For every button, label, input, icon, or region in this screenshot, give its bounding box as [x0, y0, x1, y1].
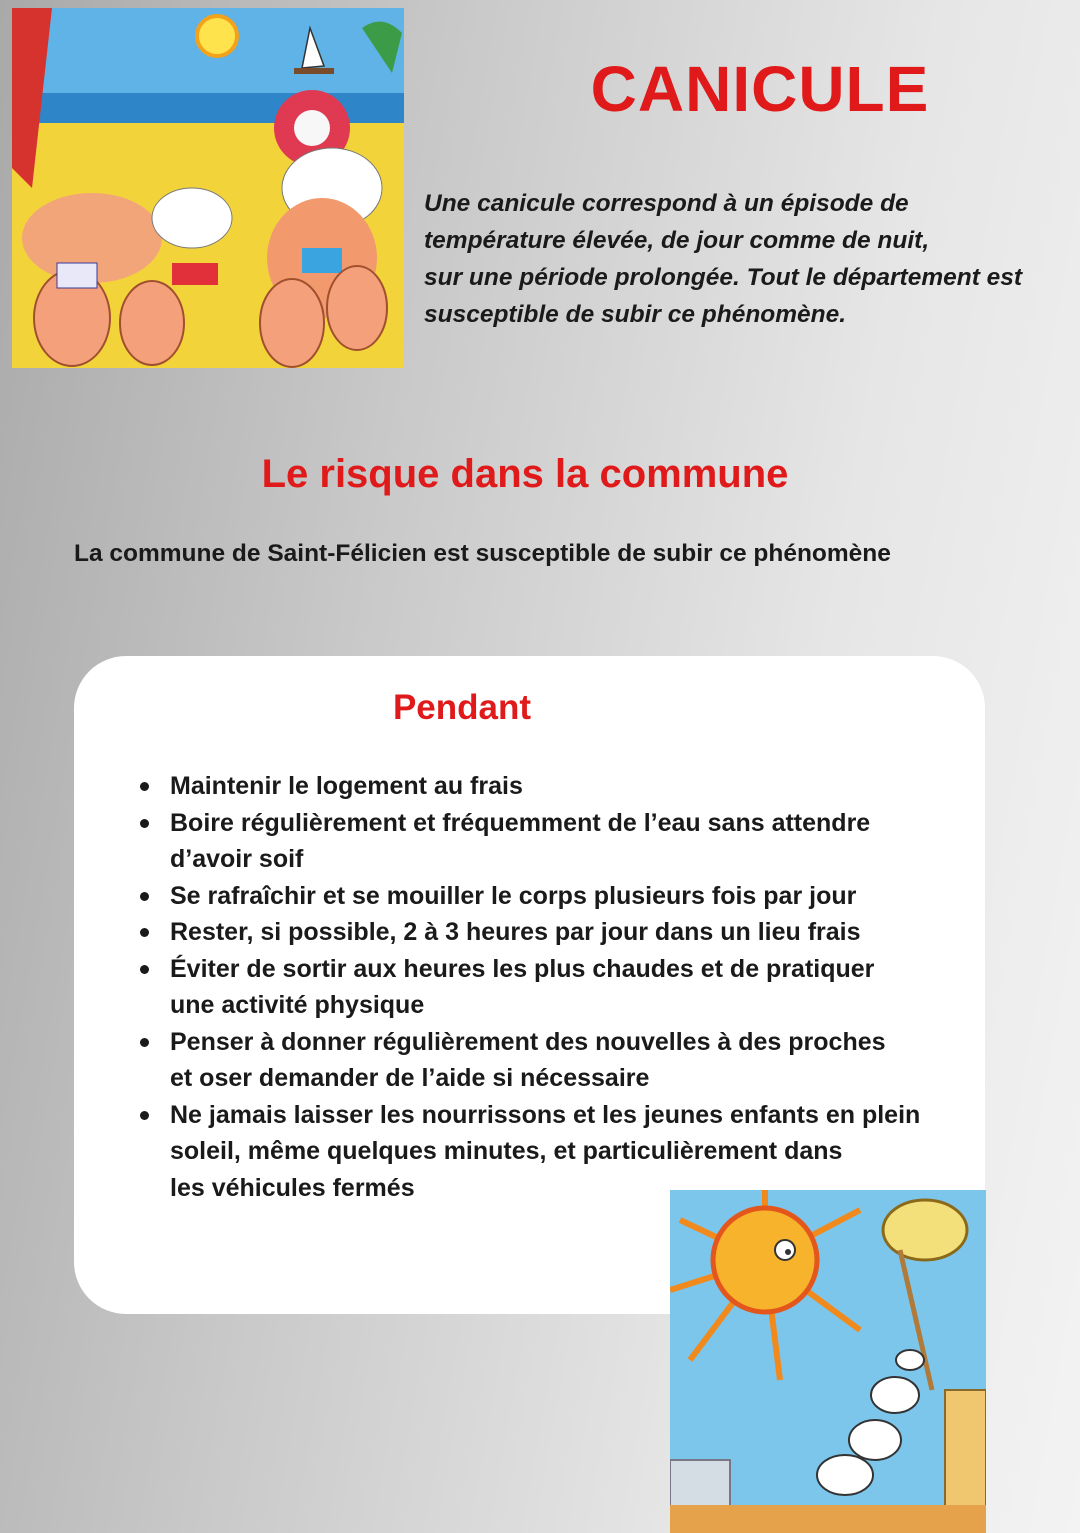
list-item: [140, 878, 1000, 915]
sun-illustration: [670, 1190, 986, 1533]
list-item-line: Penser à donner régulièrement des nouvelles à des proches: [170, 1027, 886, 1056]
list-item-line: Se rafraîchir et se mouiller le corps plusieurs fois par jour: [170, 881, 857, 910]
bullet-icon: [140, 965, 149, 974]
bullet-icon: [140, 928, 149, 937]
list-item-line: d’avoir soif: [170, 845, 304, 873]
list-item-line: une activité physique: [170, 991, 425, 1019]
list-item-line: Rester, si possible, 2 à 3 heures par jour dans un lieu frais: [170, 918, 861, 946]
beach-illustration: [12, 8, 404, 368]
list-item: [140, 914, 1000, 951]
during-tips-list: [140, 768, 1000, 1206]
bullet-icon: [140, 819, 149, 828]
list-item: [140, 951, 1000, 1024]
intro-line: sur une période prolongée. Tout le département est: [424, 264, 1023, 291]
bullet-icon: [140, 782, 149, 791]
list-item-line: Boire régulièrement et fréquemment de l’eau sans attendre: [170, 808, 871, 837]
list-item-line: Maintenir le logement au frais: [170, 772, 523, 800]
list-item-line: soleil, même quelques minutes, et particulièrement dans: [170, 1137, 843, 1165]
bullet-icon: [140, 1038, 149, 1047]
bullet-icon: [140, 1111, 149, 1120]
bullet-icon: [140, 892, 149, 901]
page-title: CANICULE: [590, 53, 930, 125]
list-item: [140, 805, 1000, 878]
intro-line: susceptible de subir ce phénomène.: [424, 301, 847, 328]
list-item: [140, 1024, 1000, 1097]
list-item-line: Ne jamais laisser les nourrissons et les jeunes enfants en plein: [170, 1100, 921, 1129]
list-item-line: Éviter de sortir aux heures les plus chaudes et de pratiquer: [170, 954, 875, 983]
risk-section-text: La commune de Saint-Félicien est susceptible de subir ce phénomène: [74, 540, 891, 567]
intro-line: température élevée, de jour comme de nuit,: [424, 227, 930, 254]
list-item-line: les véhicules fermés: [170, 1173, 415, 1202]
intro-paragraph: [424, 185, 1074, 333]
list-item-line: et oser demander de l’aide si nécessaire: [170, 1064, 650, 1092]
during-card-title: Pendant: [392, 688, 532, 727]
intro-line: Une canicule correspond à un épisode de: [424, 190, 909, 217]
risk-section-title: Le risque dans la commune: [261, 452, 789, 496]
list-item: [140, 768, 1000, 805]
